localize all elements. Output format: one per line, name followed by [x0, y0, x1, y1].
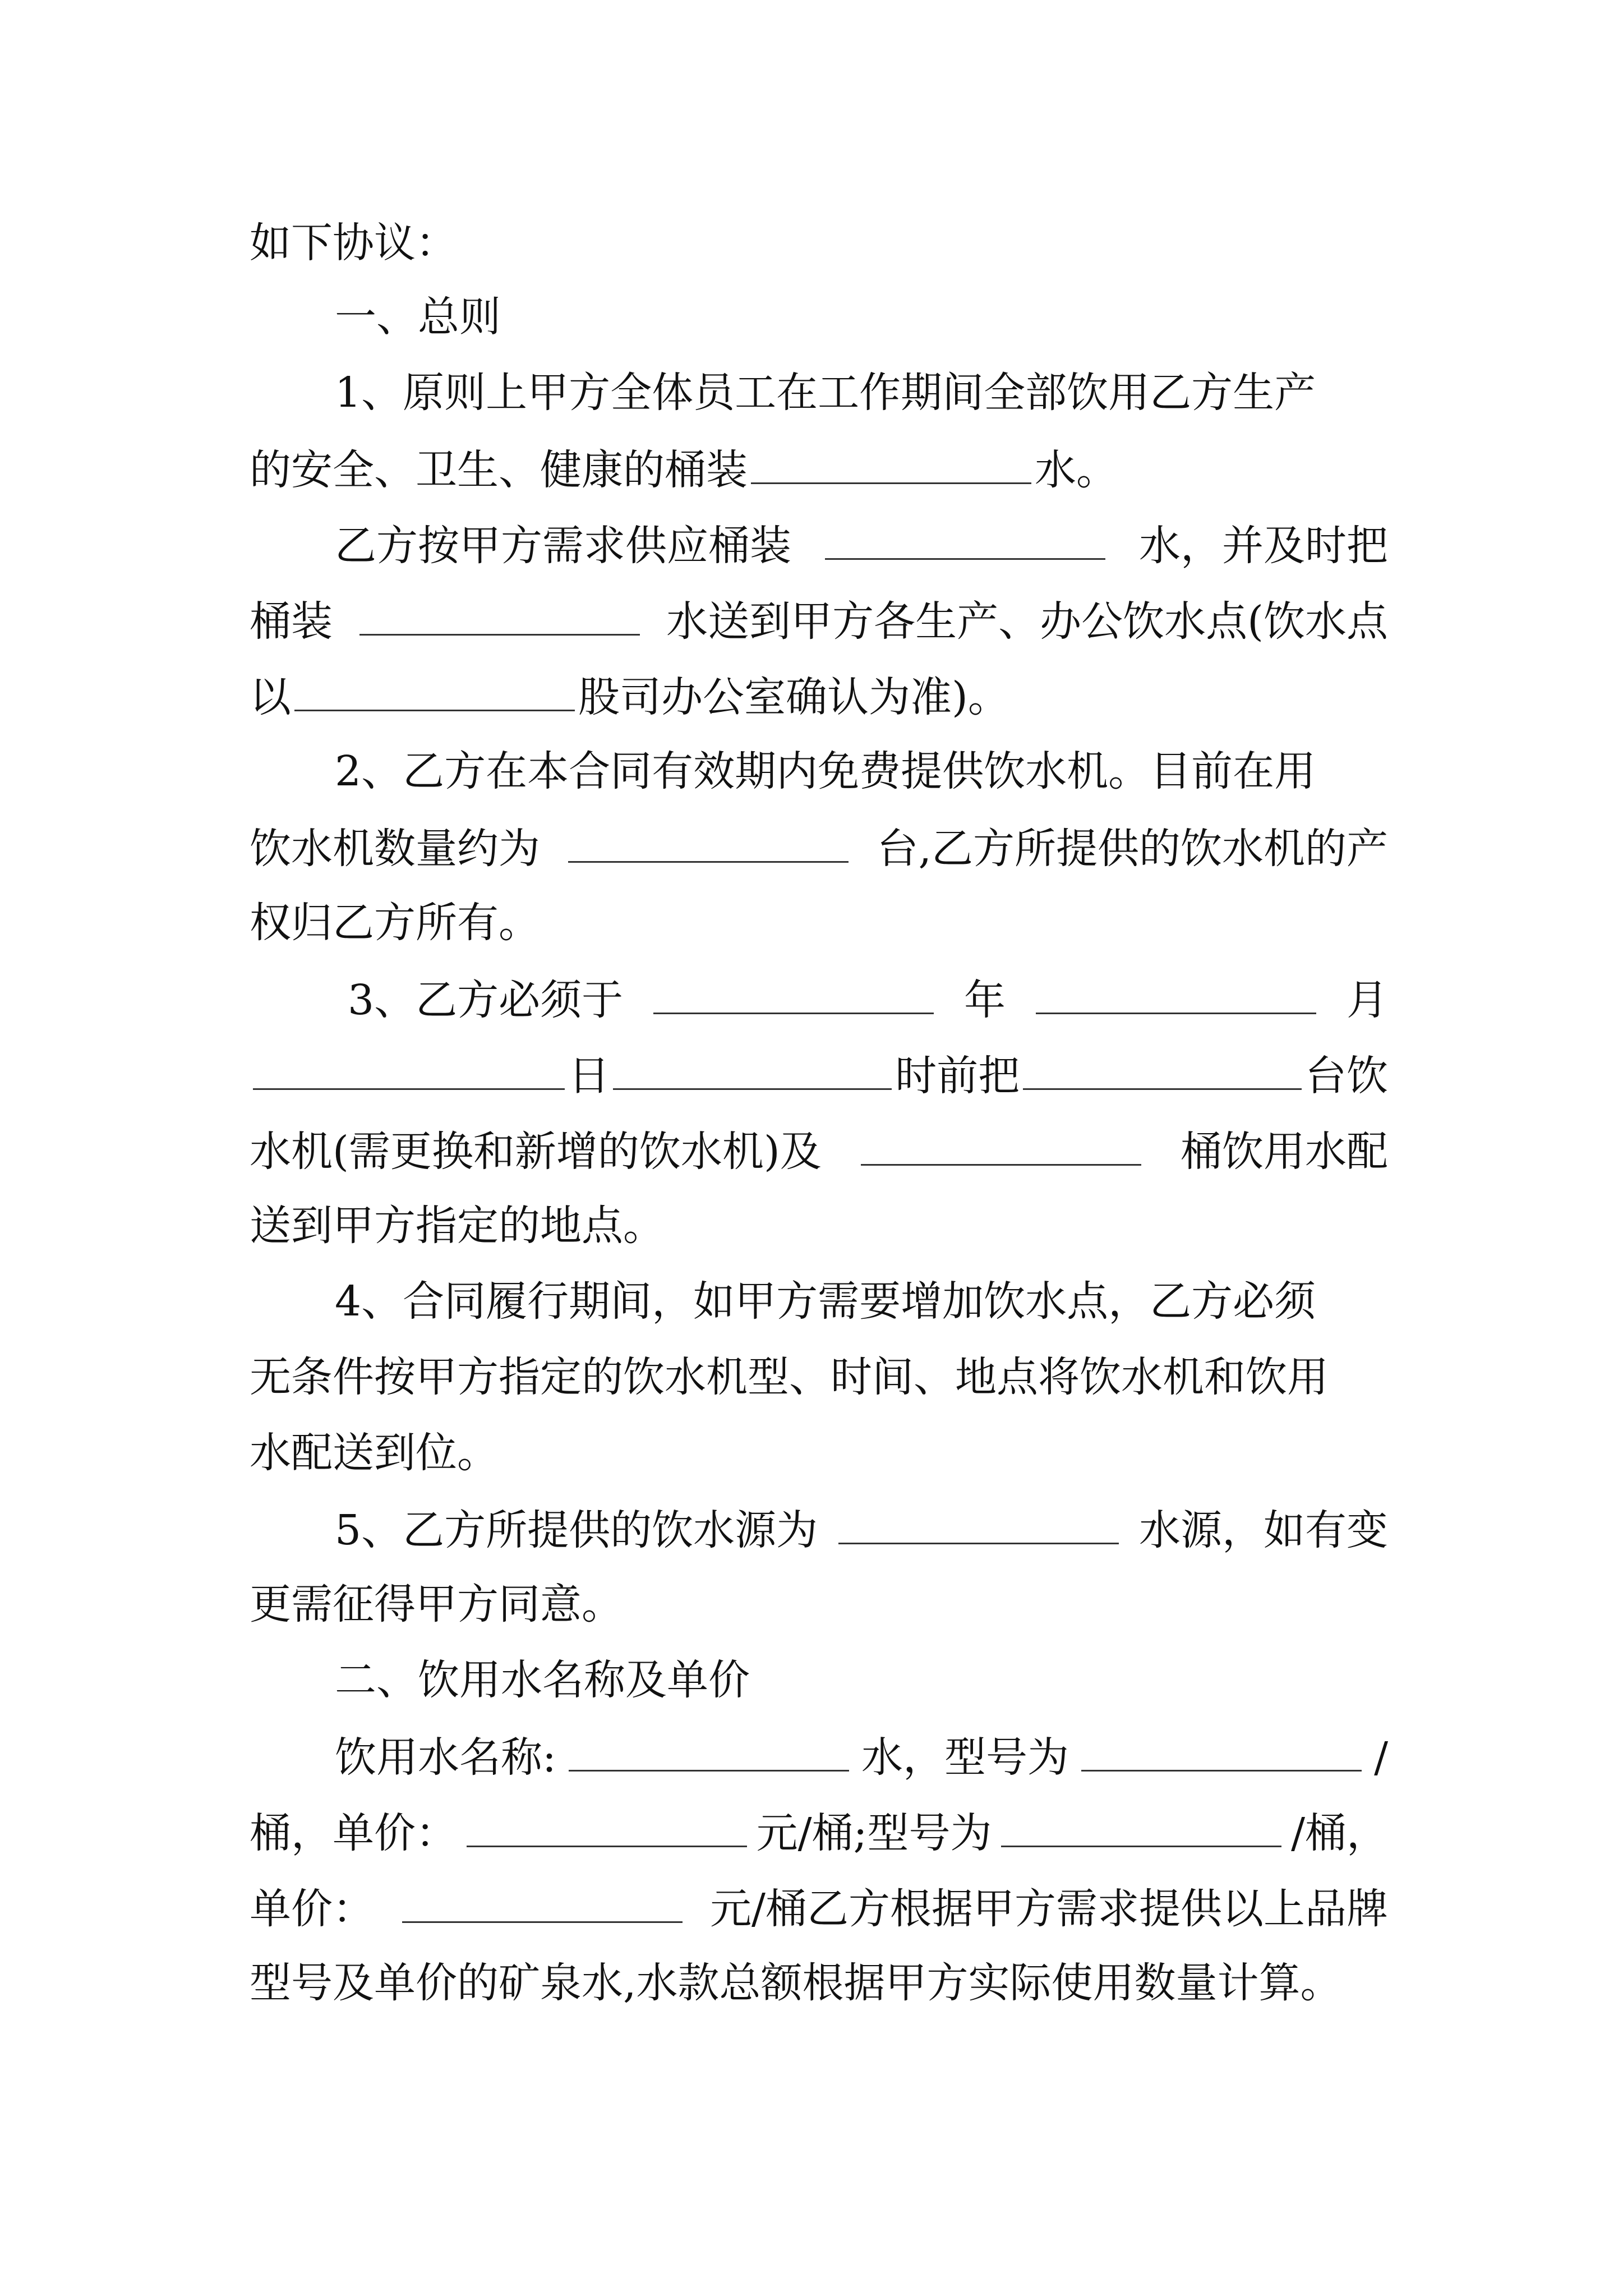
section-heading: [335, 1655, 1388, 1705]
fill-in-blank: [613, 1049, 892, 1090]
text-segment: 二、饮用水名称及单价: [335, 1656, 750, 1704]
text-line: [250, 1806, 1388, 1857]
text-segment: 元/桶;型号为: [756, 1809, 992, 1857]
text-line: [250, 1428, 1388, 1478]
text-line: [335, 367, 1388, 418]
text-segment: 水源，如有变: [1139, 1506, 1388, 1554]
text-line: [250, 822, 1388, 872]
text-segment: 2、乙方在本合同有效期内免费提供饮水机。目前在用: [335, 747, 1316, 795]
text-segment: 日: [568, 1052, 610, 1100]
fill-in-blank: [569, 1731, 849, 1772]
fill-in-blank: [467, 1806, 747, 1847]
text-line: [250, 1958, 1388, 2008]
text-segment: 桶装: [250, 597, 333, 646]
fill-in-blank: [568, 822, 849, 863]
text-line: [335, 1731, 1388, 1781]
text-line: [250, 1352, 1388, 1402]
text-line: [250, 1125, 1388, 1175]
fill-in-blank: [825, 519, 1105, 560]
fill-in-blank: [1036, 973, 1316, 1014]
text-line: [335, 1276, 1388, 1327]
text-segment: 1、原则上甲方全体员工在工作期间全部饮用乙方生产: [335, 369, 1316, 417]
text-line: [250, 218, 1388, 268]
text-segment: 型号及单价的矿泉水,水款总额根据甲方实际使用数量计算。: [250, 1959, 1342, 2007]
text-segment: 无条件按甲方指定的饮水机型、时间、地点将饮水机和饮用: [250, 1353, 1329, 1401]
fill-in-blank: [294, 670, 575, 711]
text-segment: 台饮: [1305, 1052, 1388, 1100]
text-segment: 水，并及时把: [1139, 522, 1388, 570]
text-segment: 水机(需更换和新增的饮水机)及: [250, 1128, 822, 1176]
fill-in-blank: [1023, 1049, 1302, 1090]
text-segment: /桶，: [1291, 1809, 1388, 1857]
text-segment: 3、乙方必须于: [348, 976, 624, 1024]
text-line: [250, 898, 1388, 948]
text-segment: 5、乙方所提供的饮水源为: [335, 1506, 818, 1554]
text-segment: 股司办公室确认为准)。: [578, 673, 1009, 721]
fill-in-blank: [359, 595, 640, 636]
text-segment: 水。: [1035, 446, 1118, 494]
text-segment: 时前把: [895, 1052, 1020, 1100]
text-line: [335, 746, 1388, 797]
fill-in-blank: [751, 443, 1031, 484]
text-segment: 水配送到位。: [250, 1429, 499, 1477]
text-segment: 更需征得甲方同意。: [250, 1580, 623, 1628]
text-line: [250, 1882, 1388, 1932]
text-line: [250, 595, 1388, 645]
text-segment: 桶，单价：: [250, 1809, 457, 1857]
text-segment: 送到甲方指定的地点。: [250, 1202, 665, 1250]
text-segment: 的安全、卫生、健康的桶装: [250, 446, 748, 494]
fill-in-blank: [838, 1503, 1119, 1544]
text-line: [335, 519, 1388, 569]
fill-in-blank: [1001, 1806, 1281, 1847]
text-segment: 一、总则: [335, 293, 501, 341]
text-segment: 如下协议：: [250, 219, 457, 267]
text-segment: 权归乙方所有。: [250, 899, 540, 947]
text-line: [250, 443, 1388, 494]
text-segment: 水送到甲方各生产、办公饮水点(饮水点: [666, 597, 1388, 646]
fill-in-blank: [1081, 1731, 1362, 1772]
fill-in-blank: [253, 1049, 565, 1090]
text-segment: 饮用水名称:: [335, 1733, 556, 1782]
text-segment: 单价：: [250, 1885, 374, 1933]
text-segment: 以: [250, 673, 291, 721]
text-segment: 桶饮用水配: [1181, 1128, 1388, 1176]
text-segment: 年: [964, 976, 1006, 1024]
text-segment: 元/桶乙方根据甲方需求提供以上品牌: [710, 1885, 1388, 1933]
text-line: [250, 1049, 1388, 1099]
fill-in-blank: [861, 1125, 1141, 1166]
fill-in-blank: [402, 1882, 683, 1923]
text-segment: 月: [1346, 976, 1388, 1024]
text-segment: 4、合同履行期间，如甲方需要增加饮水点，乙方必须: [335, 1277, 1316, 1326]
fill-in-blank: [653, 973, 934, 1014]
text-line: [348, 973, 1388, 1024]
text-segment: /: [1374, 1733, 1388, 1782]
text-segment: 饮水机数量约为: [250, 825, 540, 873]
text-line: [335, 1503, 1388, 1554]
text-segment: 水，型号为: [861, 1733, 1069, 1782]
text-line: [250, 1200, 1388, 1251]
text-segment: 乙方按甲方需求供应桶装: [335, 522, 791, 570]
text-line: [250, 670, 1388, 721]
text-line: [250, 1579, 1388, 1630]
section-heading: [335, 292, 1388, 342]
text-segment: 台,乙方所提供的饮水机的产: [877, 825, 1388, 873]
